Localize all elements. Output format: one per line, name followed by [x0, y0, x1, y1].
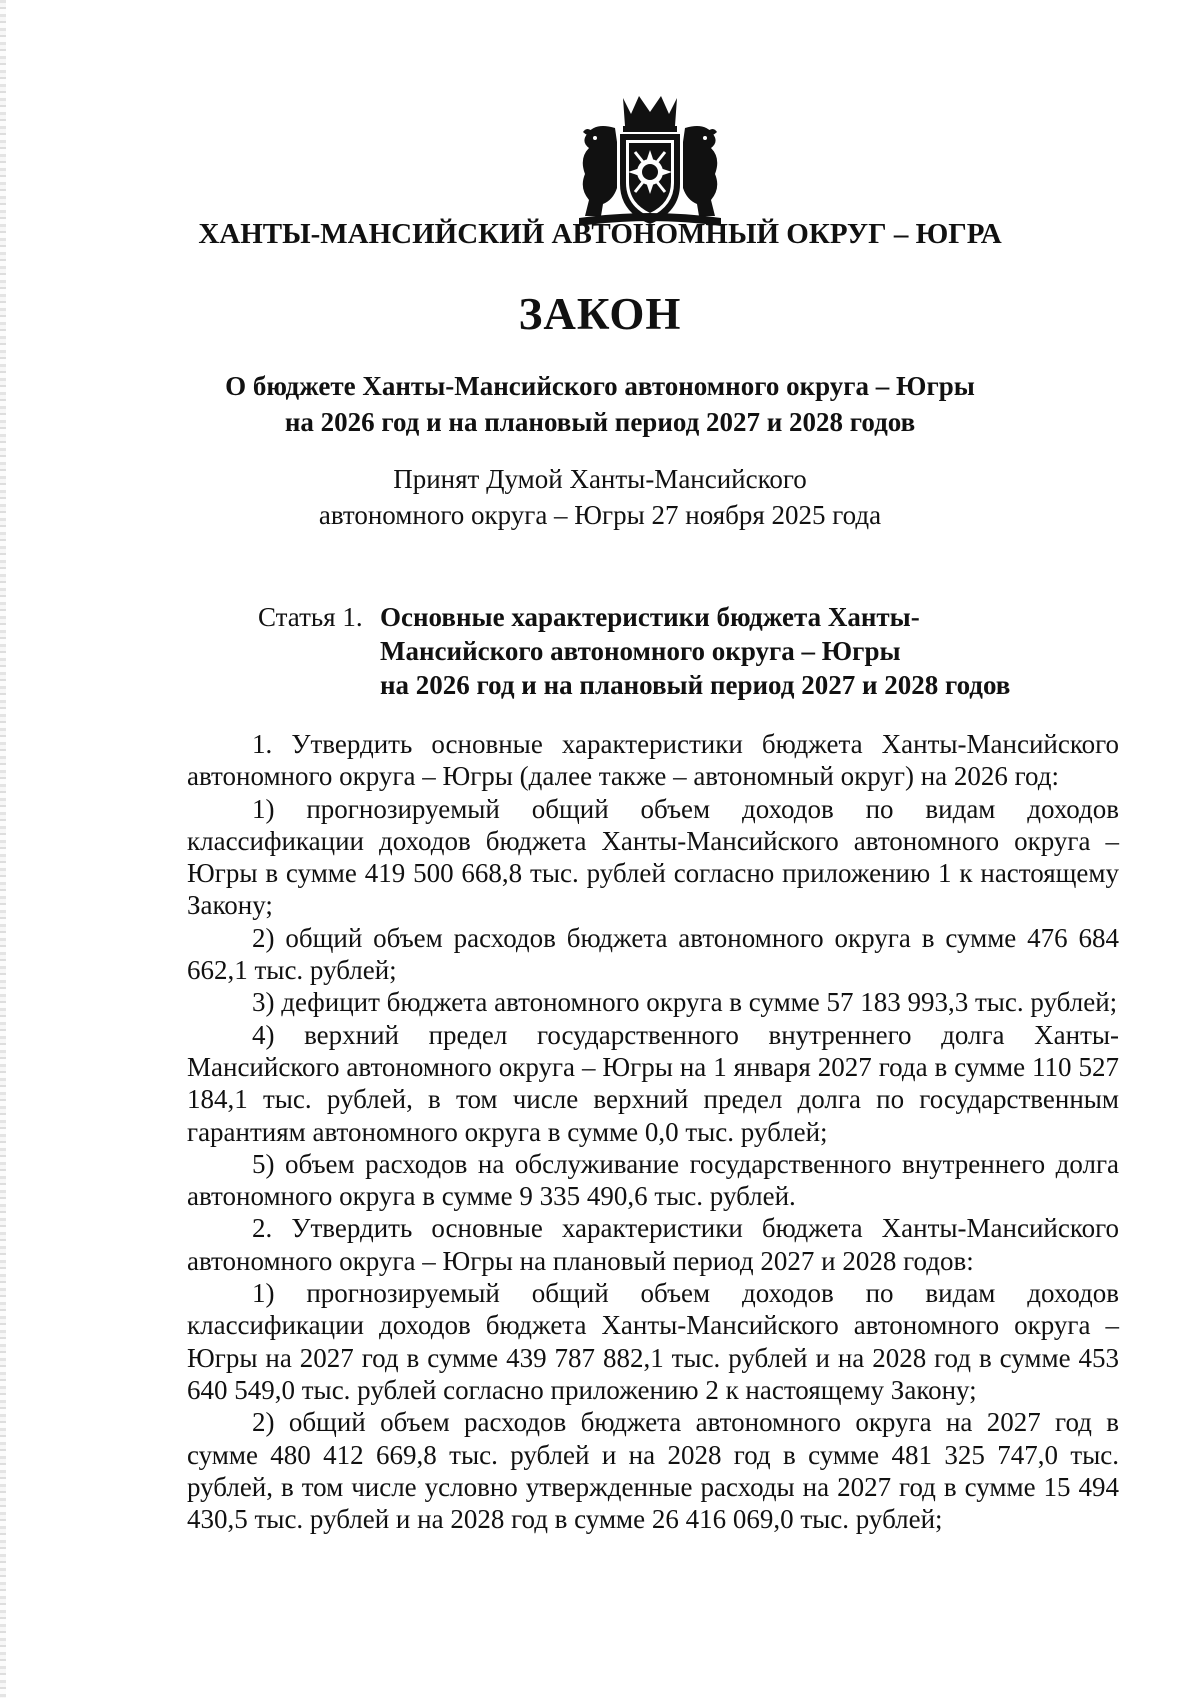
region-name: ХАНТЫ-МАНСИЙСКИЙ АВТОНОМНЫЙ ОКРУГ – ЮГРА	[198, 218, 1002, 250]
article-title	[380, 600, 1118, 702]
adoption-note	[0, 461, 1200, 533]
article-label: Статья 1.	[258, 602, 363, 632]
paragraph: 1) прогнозируемый общий объем доходов по видам доходов классификации доходов бюджета Ханты-Мансийского автономного округа – Югры в сумме 419 500 668,8 тыс. рублей согласно приложению 1 к настоящему Закону;	[187, 793, 1119, 921]
article-title-line: Основные характеристики бюджета Ханты-	[380, 602, 920, 632]
adoption-note-line: Принят Думой Ханты-Мансийского	[393, 464, 807, 494]
article-title-line: на 2026 год и на плановый период 2027 и 2028 годов	[380, 670, 1011, 700]
paragraph: 1) прогнозируемый общий объем доходов по видам доходов классификации доходов бюджета Ханты-Мансийского автономного округа – Югры на 2027 год в сумме 439 787 882,1 тыс. рублей и на 2028 год в сумме 453 640 549,0 тыс. рублей согласно приложению 2 к настоящему Закону;	[187, 1278, 1119, 1405]
adoption-note-line: автономного округа – Югры 27 ноября 2025 года	[318, 500, 882, 530]
article-body	[187, 728, 1119, 1535]
article-heading	[258, 600, 1118, 702]
paragraph: 2. Утвердить основные характеристики бюджета Ханты-Мансийского автономного округа – Югры на плановый период 2027 и 2028 годов:	[187, 1213, 1119, 1276]
paragraph: 1. Утвердить основные характеристики бюджета Ханты-Мансийского автономного округа – Югры (далее также – автономный округ) на 2026 год:	[187, 729, 1119, 792]
paragraph: 4) верхний предел государственного внутреннего долга Ханты-Мансийского автономного округа – Югры на 1 января 2027 года в сумме 110 527 184,1 тыс. рублей, в том числе верхний предел долга по государственным гарантиям автономного округа в сумме 0,0 тыс. рублей;	[187, 1019, 1119, 1147]
paragraph: 2) общий объем расходов бюджета автономного округа на 2027 год в сумме 480 412 669,8 тыс. рублей и на 2028 год в сумме 481 325 747,0 тыс. рублей, в том числе условно утвержденные расходы на 2027 год в сумме 15 494 430,5 тыс. рублей и на 2028 год в сумме 26 416 069,0 тыс. рублей;	[187, 1407, 1119, 1535]
paragraph: 5) объем расходов на обслуживание государственного внутреннего долга автономного округа в сумме 9 335 490,6 тыс. рублей.	[187, 1148, 1119, 1212]
article-title-line: Мансийского автономного округа – Югры	[380, 636, 901, 666]
coat-of-arms-emblem-icon	[565, 92, 735, 232]
paragraph: 2) общий объем расходов бюджета автономного округа в сумме 476 684 662,1 тыс. рублей;	[187, 922, 1119, 986]
law-title	[0, 368, 1200, 440]
scan-edge-artifact	[0, 0, 6, 1698]
law-title-line: О бюджете Ханты-Мансийского автономного округа – Югры	[225, 371, 975, 401]
law-title-line: на 2026 год и на плановый период 2027 и 2028 годов	[284, 407, 916, 437]
document-type: ЗАКОН	[518, 289, 682, 339]
paragraph: 3) дефицит бюджета автономного округа в сумме 57 183 993,3 тыс. рублей;	[252, 987, 1118, 1018]
